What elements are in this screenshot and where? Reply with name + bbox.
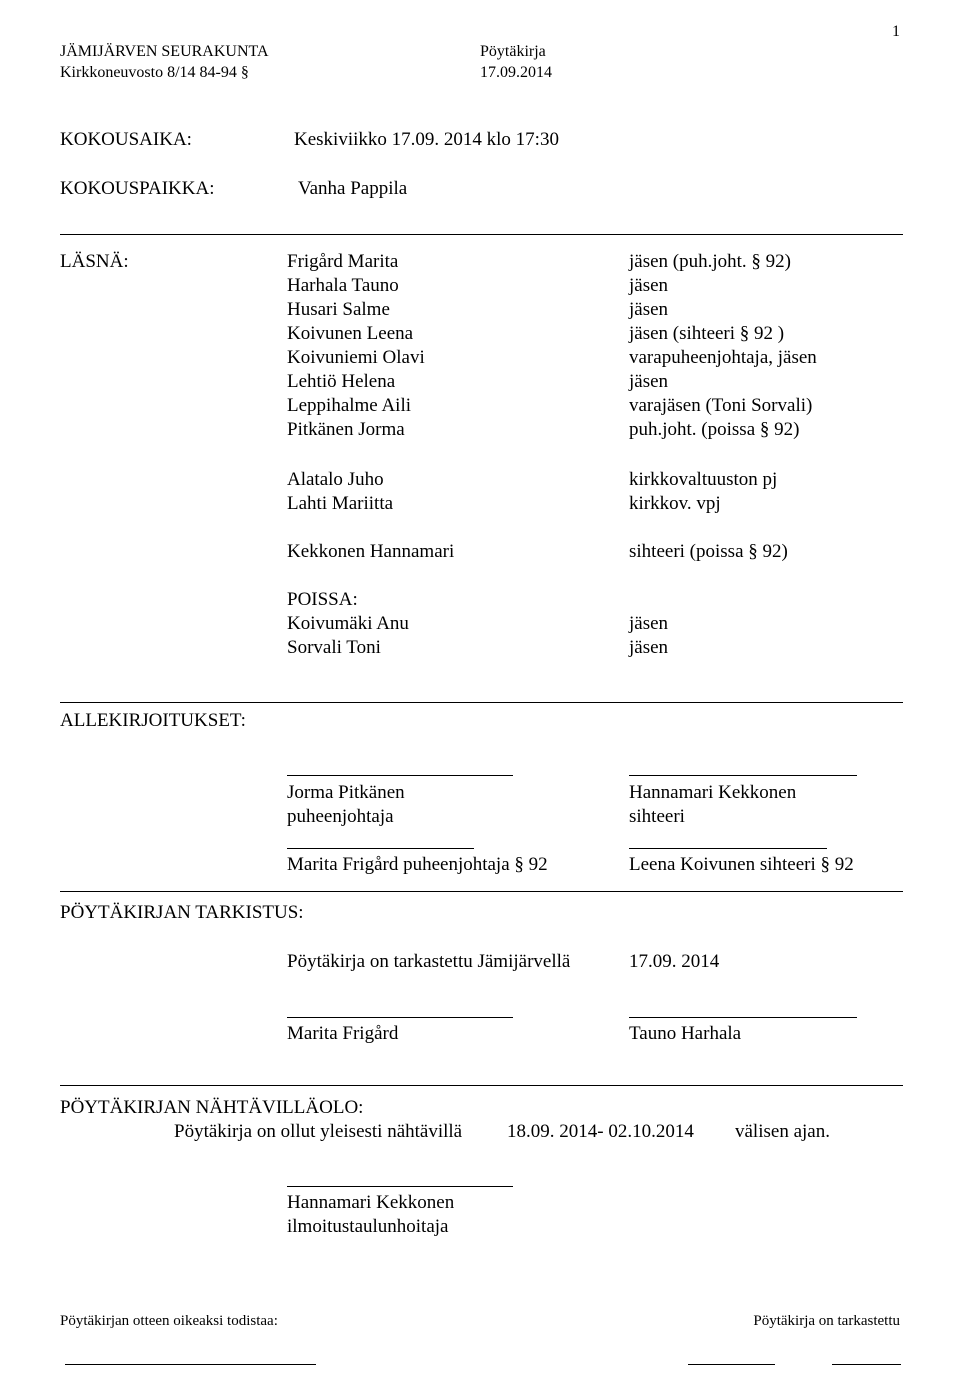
- member-name: Lehtiö Helena: [287, 371, 396, 392]
- signature-line: [287, 1186, 513, 1187]
- meeting-time-value: Keskiviikko 17.09. 2014 klo 17:30: [294, 129, 559, 150]
- section-divider: [60, 234, 903, 235]
- member-name: Koivuniemi Olavi: [287, 347, 425, 368]
- meeting-time-label: KOKOUSAIKA:: [60, 129, 192, 150]
- display-suffix: välisen ajan.: [735, 1121, 830, 1142]
- meeting-place-value: Vanha Pappila: [298, 178, 408, 199]
- member-role: varapuheenjohtaja, jäsen: [629, 347, 817, 368]
- member-name: Husari Salme: [287, 299, 390, 320]
- organization-name: JÄMIJÄRVEN SEURAKUNTA: [60, 43, 269, 60]
- signature-line: [287, 848, 474, 849]
- attendee-role: kirkkov. vpj: [629, 493, 721, 514]
- display-period: 18.09. 2014- 02.10.2014: [507, 1121, 694, 1142]
- chair-name: Jorma Pitkänen: [287, 782, 405, 803]
- display-statement: Pöytäkirja on ollut yleisesti nähtävillä: [174, 1121, 463, 1142]
- header-date: 17.09.2014: [480, 64, 552, 81]
- attendee-name: Lahti Mariitta: [287, 493, 394, 514]
- section-divider: [60, 702, 903, 703]
- section-divider: [60, 891, 903, 892]
- notice-keeper-name: Hannamari Kekkonen: [287, 1192, 455, 1213]
- notice-keeper-title: ilmoitustaulunhoitaja: [287, 1216, 449, 1237]
- absent-name: Koivumäki Anu: [287, 613, 409, 634]
- display-label: PÖYTÄKIRJAN NÄHTÄVILLÄOLO:: [60, 1097, 364, 1118]
- reviewer-name: Tauno Harhala: [629, 1023, 742, 1044]
- reviewer-name: Marita Frigård: [287, 1023, 399, 1044]
- member-role: jäsen (sihteeri § 92 ): [629, 323, 785, 344]
- absent-label: POISSA:: [287, 589, 358, 610]
- member-name: Harhala Tauno: [287, 275, 399, 296]
- absent-name: Sorvali Toni: [287, 637, 381, 658]
- signature-line: [688, 1364, 775, 1365]
- meeting-reference: Kirkkoneuvosto 8/14 84-94 §: [60, 64, 249, 81]
- meeting-place-label: KOKOUSPAIKKA:: [60, 178, 215, 199]
- footer-reviewed-label: Pöytäkirja on tarkastettu: [753, 1313, 900, 1329]
- secretary-sign-title: sihteeri: [629, 806, 685, 827]
- secretary-name: Kekkonen Hannamari: [287, 541, 455, 562]
- member-role: jäsen (puh.joht. § 92): [629, 251, 792, 272]
- chair-title: puheenjohtaja: [287, 806, 394, 827]
- absent-role: jäsen: [629, 613, 669, 634]
- present-label: LÄSNÄ:: [60, 251, 129, 272]
- member-name: Pitkänen Jorma: [287, 419, 405, 440]
- signatures-label: ALLEKIRJOITUKSET:: [60, 710, 246, 731]
- review-statement: Pöytäkirja on tarkastettu Jämijärvellä: [287, 951, 571, 972]
- acting-chair: Marita Frigård puheenjohtaja § 92: [287, 854, 548, 875]
- absent-role: jäsen: [629, 637, 669, 658]
- footer-certify-label: Pöytäkirjan otteen oikeaksi todistaa:: [60, 1313, 278, 1329]
- signature-line: [629, 775, 857, 776]
- secretary-sign-name: Hannamari Kekkonen: [629, 782, 797, 803]
- attendee-name: Alatalo Juho: [287, 469, 384, 490]
- attendee-role: kirkkovaltuuston pj: [629, 469, 778, 490]
- acting-secretary: Leena Koivunen sihteeri § 92: [629, 854, 854, 875]
- member-name: Koivunen Leena: [287, 323, 414, 344]
- signature-line: [287, 775, 513, 776]
- signature-line: [65, 1364, 316, 1365]
- review-label: PÖYTÄKIRJAN TARKISTUS:: [60, 902, 304, 923]
- review-date: 17.09. 2014: [629, 951, 720, 972]
- member-name: Frigård Marita: [287, 251, 399, 272]
- signature-line: [629, 848, 827, 849]
- member-role: jäsen: [629, 299, 669, 320]
- member-role: varajäsen (Toni Sorvali): [629, 395, 813, 416]
- member-name: Leppihalme Aili: [287, 395, 412, 416]
- signature-line: [287, 1017, 513, 1018]
- member-role: jäsen: [629, 275, 669, 296]
- member-role: puh.joht. (poissa § 92): [629, 419, 800, 440]
- signature-line: [629, 1017, 857, 1018]
- secretary-role: sihteeri (poissa § 92): [629, 541, 788, 562]
- page-number: 1: [892, 23, 900, 40]
- section-divider: [60, 1085, 903, 1086]
- signature-line: [832, 1364, 901, 1365]
- document-type: Pöytäkirja: [480, 43, 546, 60]
- member-role: jäsen: [629, 371, 669, 392]
